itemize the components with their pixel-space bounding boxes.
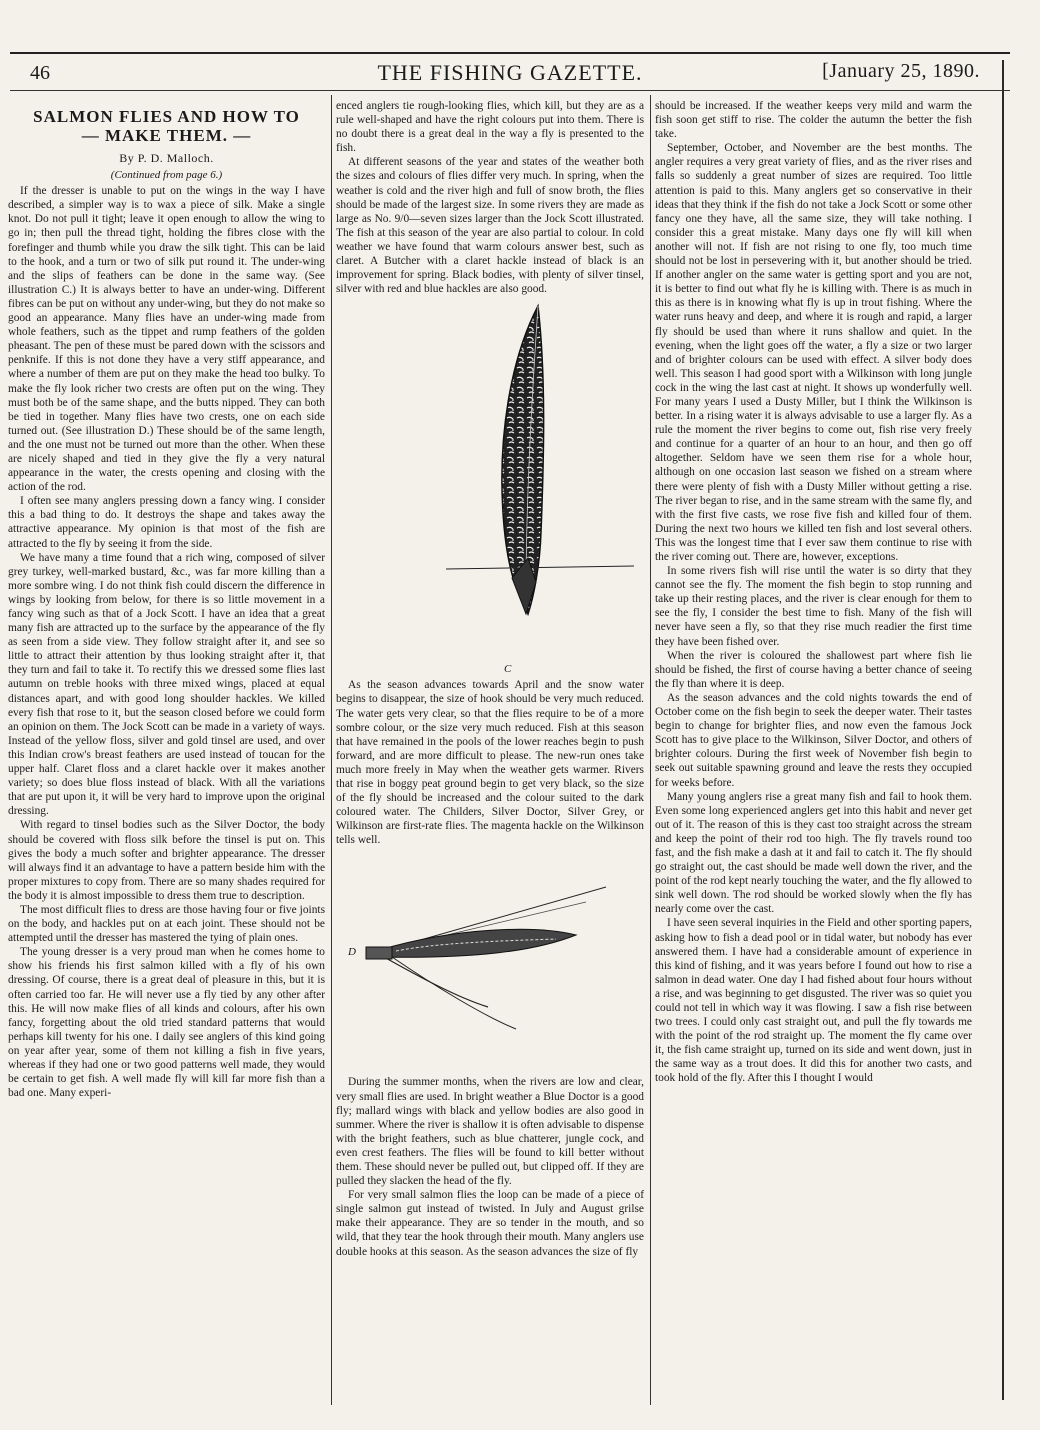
top-rule xyxy=(10,52,1010,54)
masthead: THE FISHING GAZETTE. xyxy=(377,60,643,85)
paragraph: I often see many anglers pressing down a fancy wing. I consider this a bad thing to do. It destroys the shape and takes away the attractive appearance. My opinion is that most of the fish are attracted to the fly by seeing it from the side. xyxy=(8,495,325,550)
byline: By P. D. Malloch. xyxy=(119,151,214,165)
paragraph: September, October, and November are the best months. The angler requires a very great variety of flies, and as the river rises and falls so suddenly a great number of sizes are required. Too little attention is paid to this. Many anglers get so conservative in their ideas that they think if the fish do not take a Jock Scott or some other fancy one they have, all the same size, they will take nothing. I consider this a great mistake. Many days one fly will kill when another will not. If fish are not rising to one fly, too much time should not be lost in persevering with it, but another should be tried. If another angler on the same water is getting sport and you are not, it is better to find out what fly he is killing with. There is as much in this as there is in knowing what fly is up in trout fishing. Where the water runs heavy and deep, and where it is rough and rapid, a larger fly should be used than where it runs shallow and quiet. In the evening, when the light goes off the water, a fly a size or two larger and of brighter colours can be used with effect. A silver body does well. This season I had good sport with a Wilkinson with long jungle cock in the wing the last cast at night. It shows up wonderfully well. For many years I used a Dusty Miller, but I think the Wilkinson is better. In a rising water it is always advisable to use a larger fly. As a rule the moment the river begins to come out, fish rise very freely and continue for a quarter of an hour to an hour, and then go off altogether. Seldom have we seen them rise for a whole hour, although on one occasion last season we fished on a stream where there were plenty of fish with a Dusty Miller without getting a rise. The river began to rise, and in the same stream with the same fly, and with the first five casts, we rose five fish and killed four of them. During the next two hours we killed ten fish and lost several others. This was the longest time that I ever saw them continue to rise with the river coming out. There are, however, exceptions. xyxy=(655,142,972,563)
paragraph: enced anglers tie rough-looking flies, which kill, but they are as a rule well-shaped and have the right colours put into them. There is no doubt there is a great deal in the way a fly is presented to the fish. xyxy=(336,100,644,155)
column-3 xyxy=(655,99,972,1086)
figure-caption-d: D xyxy=(348,946,356,959)
paragraph: For very small salmon flies the loop can be made of a piece of single salmon gut instead of twisted. In July and August grilse make their appearance. They are so tender in the mouth, and so wild, that they tear the hook through their mouth. Many anglers use double hooks at this season. As the season advances the size of fly xyxy=(336,1189,644,1258)
paragraph: As the season advances towards April and the snow water begins to disappear, the size of hook should be very much reduced. The water gets very clear, so that the flies require to be of a more sombre colour, or the size very much reduced. Fish at this season that have remained in the pools of the lower reaches begin to push forward, and are more difficult to please. The new-run ones take much more freely in May when the weather gets warmer. Rivers that rise in boggy peat ground begin to get very black, so the size of the fly should be increased and the colour suited to the dark coloured water. The Childers, Silver Doctor, Silver Grey, or Wilkinson are first-rate flies. The magenta hackle on the Wilkinson tells well. xyxy=(336,679,644,847)
article-title xyxy=(8,107,325,145)
issue-date: [January 25, 1890. xyxy=(822,60,980,82)
column-1 xyxy=(8,99,325,1100)
header-rule xyxy=(10,90,1010,91)
paragraph: As the season advances and the cold nights towards the end of October come on the fish begin to seek the deeper water. Their tastes begin to change for brighter flies, and now even the famous Jock Scott has to give place to the Wilkinson, Silver Doctor, and others of brighter colours. During the first week of November fish begin to seek out suitable spawning ground and leave the rests they occupied for weeks before. xyxy=(655,691,972,789)
paragraph: The young dresser is a very proud man when he comes home to show his friends his first salmon killed with a fly of his own dressing. Of course, there is a great deal of pleasure in this, but it is often carried too far. He will never use a fly tied by any other after this. He will now make flies of all kinds and colours, after his own fancy, forgetting about the old tried standard patterns that would perhaps kill twenty for his one. I daily see anglers of this kind going on year after year, some of them not killing a fish in five years, whereas if they had one or two good patterns well made, they would be certain to get fish. A well made fly will kill far more fish than a bad one. Many experi- xyxy=(8,946,325,1100)
paragraph: If the dresser is unable to put on the wings in the way I have described, a simpler way is to wax a piece of silk. Make a single knot. Do not pull it tight; leave it open enough to allow the wing to go in; then pull the thread tight, holding the fibres close with the forefinger and thumb while you draw the silk tight. This can be laid to the hook, and a turn or two of silk put round it. The under-wing and the slips of feathers can be done in the same way. (See illustration C.) It is always better to have an under-wing. Different fibres can be put on without any under-wing, but they do not make so good an appearance. Many flies have an under-wing made from whole feathers, such as the tippet and rump feathers of the golden pheasant. The pen of these must be pared down with the scissors and penknife. If this is not done they have a very stiff appearance, and where a number of them are put on they make the head too bulky. To make the fly look richer two crests are often put on the wing. They must both be of the same shape, and the butts nipped. They can both be tied in together. Many flies have two crests, one on each side turned out. (See illustration D.) These should be of the same length, and the one must not be turned out more than the other. When these are nicely shaped and tied in they give the fly a very natural appearance in the water, the crests opening and closing with the action of the rod. xyxy=(8,185,325,494)
figure-caption-c: C xyxy=(504,663,512,676)
page-edge xyxy=(1002,60,1004,1400)
article-title-line-2: — MAKE THEM. — xyxy=(81,126,252,145)
paragraph: When the river is coloured the shallowest part where fish lie should be fished, the first of course having a better chance of seeing the fly than where it is deep. xyxy=(655,649,972,690)
page-header xyxy=(10,60,1010,90)
illustration-c xyxy=(336,296,644,678)
paragraph: We have many a time found that a rich wing, composed of silver grey turkey, well-marked bustard, &c., was far more killing than a more sombre wing. I do not think fish could discern the difference in wings by looking from below, for there is so little movement in a fancy wing such as that of a Jock Scott. I have an idea that a great many fish are attracted up to the surface by the appearance of the fly as seen from a side view. They follow straight after it, and see so little to attract their attention by thus looking straight after it, that they turn and fail to take it. To rectify this we dressed some flies last autumn on treble hooks with three mixed wings, placed at equal distances apart, and with good long shoulder hackles. We killed every fish that rose to it, but the season closed before we could form an opinion on them. The Jock Scott can be made in a variety of ways. Instead of the yellow floss, silver and gold tinsel are used, and over this Indian crow's breast feathers are used instead of toucan for the upper half. Claret floss and a claret hackle over it makes another variety; so does blue floss instead of black. With all the variations that are put upon it, it will be very hard to improve upon the original dressing. xyxy=(8,551,325,818)
paragraph: I have seen several inquiries in the Field and other sporting papers, asking how to fish a dead pool or in tidal water, but nobody has ever answered them. I have had a considerable amount of experience in this kind of fishing, and it was years before I found out how to rise a salmon in dead water. One day I had fished about four hours without a rise, and was beginning to get disgusted. The river was so quiet you could not tell in which way it was flowing. I saw a fish rise between two trees. I could only cast straight out, and pull the fly towards me with the point of the rod straight up. The moment the fly came over it, the fish came straight up, turned on its side and went down, just in the same way as a trout does. It did this for another two casts, and took hold of the fly. After this I thought I would xyxy=(655,917,972,1085)
column-2 xyxy=(336,99,644,1259)
article-title-line-1: SALMON FLIES AND HOW TO xyxy=(33,107,300,126)
column-divider xyxy=(331,95,332,1405)
paragraph: At different seasons of the year and states of the weather both the sizes and colours of flies differ very much. In spring, when the weather is cold and the river high and full of snow broth, the flies should be made of the largest size. In some rivers they are made as large as No. 9/0—seven sizes larger than the Jock Scott illustrated. The fish at this season of the year are also partial to colour. In cold weather we have found that warm colours answer best, such as claret. A Butcher with a claret hackle instead of black is an improvement for spring. Black bodies, with plenty of silver tinsel, silver with red and blue hackles are also good. xyxy=(336,156,644,296)
salmon-fly-wing-illustration xyxy=(336,296,644,678)
column-divider xyxy=(650,95,651,1405)
continued-note: (Continued from page 6.) xyxy=(110,169,223,182)
paragraph: Many young anglers rise a great many fish and fail to hook them. Even some long experienced anglers get into this habit and never get out of it. The reason of this is they cast too straight across the stream and keep the point of their rod too high. The fly travels round too fast, and the fish make a dash at it and fail to catch it. The fly should go straight out, the cast should be made well down the river, and the point of the rod kept nearly touching the water, and the fly allowed to sink well down. The rod should be worked slowly when the fly has nearly come over the cast. xyxy=(655,790,972,916)
salmon-fly-illustration xyxy=(336,847,644,1075)
paragraph: In some rivers fish will rise until the water is so dirty that they cannot see the fly. The moment the fish begin to stop running and take up their resting places, and the river is clear enough for them to see the fly, I consider the best time to fish. Many of the fish will never have seen a fly, so that they rise much readier the first time they have been fished over. xyxy=(655,565,972,648)
page-number: 46 xyxy=(30,62,50,84)
paragraph: With regard to tinsel bodies such as the Silver Doctor, the body should be covered with floss silk before the tinsel is put on. This gives the body a much softer and brighter appearance. The dresser will always find it an advantage to have a pattern beside him with the proper mixtures to copy from. There are so many shades required for the body it is almost impossible to dress them true to description. xyxy=(8,819,325,902)
paragraph: The most difficult flies to dress are those having four or five joints on the body, and hackles put on at each joint. These should not be attempted until the dresser has mastered the tying of plain ones. xyxy=(8,903,325,945)
paragraph: should be increased. If the weather keeps very mild and warm the fish soon get stiff to rise. The colder the autumn the better the fish take. xyxy=(655,100,972,141)
paragraph: During the summer months, when the rivers are low and clear, very small flies are used. In bright weather a Blue Doctor is a good fly; mallard wings with black and yellow bodies are also good in summer. Where the river is shallow it is often advisable to dispense with the bright feathers, such as blue chatterer, jungle cock, and even crest feathers. The flies will be found to kill better without them. These should never be pulled out, but clipped off. If they are pulled they slacken the head of the fly. xyxy=(336,1076,644,1188)
illustration-d xyxy=(336,847,644,1075)
